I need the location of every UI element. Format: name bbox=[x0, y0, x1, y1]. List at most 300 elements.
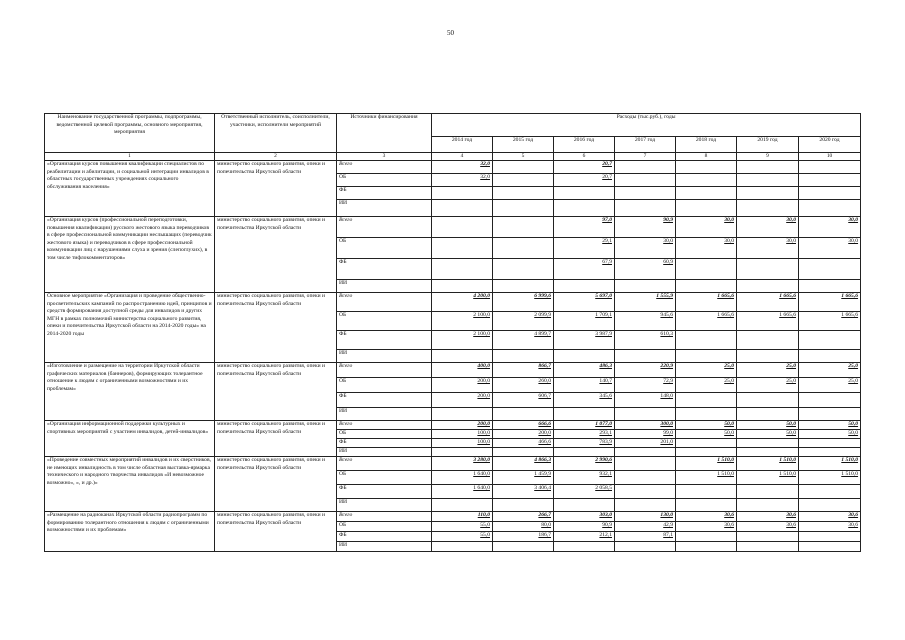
amount-value: 30,0 bbox=[724, 238, 734, 245]
amount-value: 20,7 bbox=[602, 161, 612, 168]
amount-cell bbox=[799, 499, 861, 512]
executor-cell: министерство социального развития, опеки и попечительства Иркутской области bbox=[215, 161, 337, 217]
table-row bbox=[45, 421, 861, 430]
amount-cell bbox=[554, 161, 615, 174]
header-year: 2020 год bbox=[799, 137, 861, 153]
amount-value: 606,7 bbox=[538, 393, 551, 400]
amount-cell bbox=[493, 217, 554, 238]
amount-cell bbox=[615, 522, 676, 532]
amount-cell bbox=[676, 350, 737, 363]
amount-cell bbox=[737, 217, 799, 238]
amount-value: 55,0 bbox=[480, 522, 490, 529]
amount-cell bbox=[799, 522, 861, 532]
amount-value: 50,0 bbox=[848, 421, 859, 428]
amount-cell bbox=[676, 331, 737, 350]
amount-cell bbox=[799, 393, 861, 408]
amount-value: 90,9 bbox=[602, 522, 612, 529]
amount-cell bbox=[432, 499, 493, 512]
amount-cell bbox=[799, 363, 861, 378]
amount-value: 1 510,0 bbox=[717, 457, 734, 464]
amount-cell bbox=[676, 408, 737, 421]
amount-value: 1 640,0 bbox=[473, 471, 490, 478]
amount-value: 1 555,9 bbox=[656, 293, 673, 300]
amount-value: 1 665,6 bbox=[717, 293, 734, 300]
amount-cell bbox=[676, 457, 737, 471]
amount-value: 30,6 bbox=[724, 522, 734, 529]
amount-cell bbox=[737, 532, 799, 542]
amount-cell bbox=[799, 430, 861, 439]
amount-cell bbox=[737, 350, 799, 363]
amount-cell bbox=[554, 217, 615, 238]
header-year: 2015 год bbox=[493, 137, 554, 153]
amount-value: 6 999,6 bbox=[534, 293, 551, 300]
program-name-cell: «Организация курсов повышения квалификации специалистов по реабилитации и абилитации, и социальной интеграции инвалидов в областных государственных учреждениях социального обслуживания населения» bbox=[45, 161, 215, 217]
amount-cell bbox=[737, 238, 799, 259]
amount-cell bbox=[615, 280, 676, 293]
funding-source-cell: ИИ bbox=[337, 448, 432, 457]
column-number: 2 bbox=[215, 153, 337, 161]
amount-cell bbox=[615, 293, 676, 312]
header-year: 2016 год bbox=[554, 137, 615, 153]
amount-value: 2 099,9 bbox=[534, 312, 551, 319]
amount-cell bbox=[432, 331, 493, 350]
amount-cell bbox=[799, 280, 861, 293]
amount-cell bbox=[615, 174, 676, 187]
amount-cell bbox=[799, 542, 861, 552]
amount-value: 30,0 bbox=[724, 217, 734, 224]
amount-cell bbox=[493, 512, 554, 522]
table-row bbox=[45, 457, 861, 471]
amount-cell bbox=[799, 200, 861, 217]
amount-value: 30,0 bbox=[848, 238, 859, 245]
amount-value: 50,0 bbox=[786, 421, 796, 428]
amount-cell bbox=[432, 532, 493, 542]
executor-cell: министерство социального развития, опеки и попечительства Иркутской области bbox=[215, 363, 337, 421]
amount-value: 186,7 bbox=[538, 532, 551, 539]
amount-value: 1 510,0 bbox=[779, 471, 796, 478]
amount-cell bbox=[737, 331, 799, 350]
amount-cell bbox=[493, 499, 554, 512]
amount-cell bbox=[676, 485, 737, 499]
amount-cell bbox=[737, 161, 799, 174]
amount-cell bbox=[493, 363, 554, 378]
funding-source-cell: ИИ bbox=[337, 200, 432, 217]
amount-cell bbox=[737, 363, 799, 378]
amount-cell bbox=[676, 393, 737, 408]
amount-cell bbox=[676, 259, 737, 280]
amount-value: 945,6 bbox=[660, 312, 673, 319]
amount-cell bbox=[493, 393, 554, 408]
amount-cell bbox=[737, 174, 799, 187]
amount-value: 266,7 bbox=[538, 512, 551, 519]
funding-source-cell: ОБ bbox=[337, 378, 432, 393]
amount-cell bbox=[554, 532, 615, 542]
amount-cell bbox=[554, 200, 615, 217]
amount-value: 90,9 bbox=[663, 217, 673, 224]
amount-value: 148,0 bbox=[660, 393, 673, 400]
amount-value: 200,0 bbox=[477, 393, 490, 400]
amount-cell bbox=[737, 457, 799, 471]
amount-cell bbox=[554, 421, 615, 430]
amount-cell bbox=[493, 471, 554, 485]
funding-source-cell: ФБ bbox=[337, 187, 432, 200]
amount-cell bbox=[799, 457, 861, 471]
amount-cell bbox=[493, 200, 554, 217]
amount-value: 1 665,6 bbox=[779, 312, 796, 319]
column-number: 3 bbox=[337, 153, 432, 161]
amount-cell bbox=[676, 421, 737, 430]
amount-value: 2 990,6 bbox=[595, 457, 612, 464]
amount-cell bbox=[615, 471, 676, 485]
funding-source-cell: ФБ bbox=[337, 532, 432, 542]
amount-cell bbox=[737, 312, 799, 331]
amount-cell bbox=[554, 499, 615, 512]
amount-cell bbox=[737, 200, 799, 217]
amount-cell bbox=[615, 512, 676, 522]
amount-cell bbox=[554, 471, 615, 485]
funding-source-cell: ОБ bbox=[337, 430, 432, 439]
funding-source-cell: Всего bbox=[337, 457, 432, 471]
amount-cell bbox=[554, 408, 615, 421]
amount-cell bbox=[799, 448, 861, 457]
amount-cell bbox=[432, 430, 493, 439]
amount-cell bbox=[432, 542, 493, 552]
funding-source-cell: ОБ bbox=[337, 471, 432, 485]
amount-cell bbox=[799, 174, 861, 187]
amount-cell bbox=[615, 331, 676, 350]
amount-cell bbox=[676, 363, 737, 378]
amount-value: 50,0 bbox=[724, 430, 734, 437]
amount-cell bbox=[432, 363, 493, 378]
amount-cell bbox=[799, 259, 861, 280]
amount-cell bbox=[432, 522, 493, 532]
header-program-name: Наименование государственной программы, подпрограммы, ведомственной целевой программы, основного мероприятия, мероприятия bbox=[45, 114, 215, 153]
amount-cell bbox=[799, 161, 861, 174]
column-number: 1 bbox=[45, 153, 215, 161]
amount-cell bbox=[799, 331, 861, 350]
amount-cell bbox=[432, 471, 493, 485]
amount-cell bbox=[676, 217, 737, 238]
amount-cell bbox=[493, 161, 554, 174]
header-year: 2017 год bbox=[615, 137, 676, 153]
amount-cell bbox=[615, 542, 676, 552]
executor-cell: министерство социального развития, опеки и попечительства Иркутской области bbox=[215, 512, 337, 552]
header-executor: Ответственный исполнитель, соисполнители, участники, исполнители мероприятий bbox=[215, 114, 337, 153]
table-row bbox=[45, 293, 861, 312]
amount-value: 1 709,1 bbox=[595, 312, 612, 319]
amount-cell bbox=[554, 542, 615, 552]
funding-source-cell: ИИ bbox=[337, 542, 432, 552]
funding-source-cell: ИИ bbox=[337, 280, 432, 293]
amount-value: 60,9 bbox=[663, 259, 673, 266]
amount-cell bbox=[799, 532, 861, 542]
funding-source-cell: ФБ bbox=[337, 393, 432, 408]
amount-cell bbox=[493, 312, 554, 331]
amount-value: 50,0 bbox=[724, 421, 734, 428]
amount-value: 3 406,4 bbox=[534, 485, 551, 492]
amount-value: 99,0 bbox=[663, 430, 673, 437]
amount-value: 67,9 bbox=[602, 259, 612, 266]
amount-value: 466,6 bbox=[538, 439, 551, 446]
amount-value: 100,0 bbox=[477, 430, 490, 437]
amount-cell bbox=[493, 542, 554, 552]
amount-value: 1 459,9 bbox=[534, 471, 551, 478]
amount-cell bbox=[615, 532, 676, 542]
amount-cell bbox=[737, 471, 799, 485]
funding-source-cell: Всего bbox=[337, 363, 432, 378]
amount-value: 303,0 bbox=[599, 512, 612, 519]
header-year: 2014 год bbox=[432, 137, 493, 153]
amount-value: 30,0 bbox=[786, 217, 796, 224]
amount-value: 260,0 bbox=[538, 378, 551, 385]
program-name-cell: «Организация информационной поддержки культурных и спортивных мероприятий с участием инвалидов, детей-инвалидов» bbox=[45, 421, 215, 457]
amount-cell bbox=[799, 293, 861, 312]
amount-cell bbox=[615, 217, 676, 238]
amount-cell bbox=[676, 471, 737, 485]
amount-value: 2 100,0 bbox=[473, 331, 490, 338]
amount-cell bbox=[737, 522, 799, 532]
amount-cell bbox=[799, 439, 861, 448]
amount-cell bbox=[676, 499, 737, 512]
amount-cell bbox=[615, 448, 676, 457]
amount-value: 4 899,7 bbox=[534, 331, 551, 338]
amount-value: 1 510,0 bbox=[841, 457, 859, 464]
amount-value: 25,0 bbox=[724, 378, 734, 385]
amount-value: 1 510,0 bbox=[717, 471, 734, 478]
amount-cell bbox=[737, 408, 799, 421]
program-name-cell: «Проведение совместных мероприятий инвалидов и их сверстников, не имеющих инвалидность в том числе областная выставка-ярмарка технического и народного творчества инвалидов «И невозможное возможно», «, и др.)» bbox=[45, 457, 215, 512]
amount-value: 201,0 bbox=[660, 439, 673, 446]
amount-cell bbox=[676, 161, 737, 174]
amount-value: 55,0 bbox=[480, 532, 490, 539]
amount-cell bbox=[493, 485, 554, 499]
amount-cell bbox=[554, 174, 615, 187]
amount-value: 87,1 bbox=[663, 532, 673, 539]
amount-value: 1 510,0 bbox=[779, 457, 796, 464]
amount-cell bbox=[615, 161, 676, 174]
header-expenses: Расходы (тыс.руб.), годы bbox=[432, 114, 861, 137]
amount-value: 5 697,0 bbox=[595, 293, 612, 300]
amount-cell bbox=[493, 408, 554, 421]
amount-cell bbox=[676, 280, 737, 293]
amount-cell bbox=[554, 331, 615, 350]
amount-cell bbox=[799, 238, 861, 259]
funding-source-cell: Всего bbox=[337, 217, 432, 238]
amount-value: 50,0 bbox=[848, 430, 859, 437]
amount-cell bbox=[799, 408, 861, 421]
amount-value: 4 866,3 bbox=[534, 457, 551, 464]
amount-cell bbox=[737, 187, 799, 200]
amount-cell bbox=[432, 238, 493, 259]
amount-cell bbox=[432, 293, 493, 312]
table-row bbox=[45, 217, 861, 238]
amount-cell bbox=[493, 522, 554, 532]
amount-value: 140,7 bbox=[599, 378, 612, 385]
amount-cell bbox=[432, 421, 493, 430]
amount-cell bbox=[432, 350, 493, 363]
amount-value: 932,1 bbox=[599, 471, 612, 478]
program-name-cell: «Размещение на радиоканах Иркутской области радиопрограмм по формированию толерантного отношения к людям с ограниченными возможностями и их проблемам» bbox=[45, 512, 215, 552]
amount-value: 97,0 bbox=[602, 217, 612, 224]
amount-cell bbox=[493, 430, 554, 439]
amount-value: 1 640,0 bbox=[473, 485, 490, 492]
amount-value: 866,7 bbox=[538, 363, 551, 370]
amount-cell bbox=[615, 259, 676, 280]
amount-value: 200,0 bbox=[477, 378, 490, 385]
amount-value: 666,6 bbox=[538, 421, 551, 428]
amount-cell bbox=[676, 312, 737, 331]
amount-cell bbox=[615, 238, 676, 259]
column-number: 5 bbox=[493, 153, 554, 161]
amount-value: 25,0 bbox=[724, 363, 734, 370]
amount-cell bbox=[737, 393, 799, 408]
funding-source-cell: ОБ bbox=[337, 238, 432, 259]
amount-value: 200,0 bbox=[538, 430, 551, 437]
amount-cell bbox=[432, 187, 493, 200]
amount-value: 20,7 bbox=[602, 174, 612, 181]
amount-value: 610,3 bbox=[660, 331, 673, 338]
amount-cell bbox=[432, 280, 493, 293]
amount-value: 220,9 bbox=[660, 363, 673, 370]
funding-source-cell: ИИ bbox=[337, 408, 432, 421]
amount-cell bbox=[554, 457, 615, 471]
amount-cell bbox=[799, 312, 861, 331]
amount-cell bbox=[799, 421, 861, 430]
amount-cell bbox=[554, 485, 615, 499]
amount-value: 400,0 bbox=[477, 363, 490, 370]
amount-cell bbox=[615, 439, 676, 448]
amount-cell bbox=[554, 378, 615, 393]
amount-value: 130,0 bbox=[660, 512, 673, 519]
amount-cell bbox=[737, 421, 799, 430]
amount-cell bbox=[554, 293, 615, 312]
column-number: 10 bbox=[799, 153, 861, 161]
amount-cell bbox=[432, 408, 493, 421]
amount-cell bbox=[554, 448, 615, 457]
program-name-cell: «Изготовление и размещение на территории Иркутской области графических материалов (баннеров), формирующих толерантное отношение к людям с ограниченными возможностями и их проблемам» bbox=[45, 363, 215, 421]
header-year: 2019 год bbox=[737, 137, 799, 153]
amount-cell bbox=[799, 350, 861, 363]
amount-cell bbox=[737, 542, 799, 552]
amount-value: 1 665,6 bbox=[841, 293, 859, 300]
amount-cell bbox=[493, 439, 554, 448]
funding-source-cell: ФБ bbox=[337, 439, 432, 448]
amount-cell bbox=[432, 378, 493, 393]
column-number: 9 bbox=[737, 153, 799, 161]
amount-value: 1 510,0 bbox=[841, 471, 859, 478]
amount-value: 30,6 bbox=[848, 522, 859, 529]
amount-value: 212,1 bbox=[599, 532, 612, 539]
amount-cell bbox=[432, 448, 493, 457]
amount-value: 30,0 bbox=[663, 238, 673, 245]
amount-cell bbox=[676, 187, 737, 200]
amount-cell bbox=[493, 259, 554, 280]
amount-cell bbox=[554, 187, 615, 200]
amount-cell bbox=[737, 499, 799, 512]
amount-cell bbox=[554, 238, 615, 259]
amount-cell bbox=[493, 331, 554, 350]
amount-value: 2 100,0 bbox=[473, 312, 490, 319]
amount-cell bbox=[737, 512, 799, 522]
amount-cell bbox=[493, 457, 554, 471]
executor-cell: министерство социального развития, опеки и попечительства Иркутской области bbox=[215, 457, 337, 512]
table-row bbox=[45, 512, 861, 522]
amount-cell bbox=[493, 238, 554, 259]
amount-cell bbox=[615, 499, 676, 512]
amount-value: 80,0 bbox=[541, 522, 551, 529]
amount-cell bbox=[554, 280, 615, 293]
amount-cell bbox=[615, 485, 676, 499]
amount-cell bbox=[493, 280, 554, 293]
amount-value: 72,9 bbox=[663, 378, 673, 385]
amount-cell bbox=[493, 448, 554, 457]
amount-cell bbox=[676, 430, 737, 439]
amount-cell bbox=[676, 293, 737, 312]
amount-cell bbox=[615, 378, 676, 393]
funding-source-cell: ФБ bbox=[337, 259, 432, 280]
amount-cell bbox=[615, 421, 676, 430]
funding-source-cell: Всего bbox=[337, 512, 432, 522]
program-name-cell: Основное мероприятие «Организация и проведение общественно-просветительских кампаний по распространению идей, принципов и средств формирования доступной среды для инвалидов и других МГН в рамках полномочий министерства социального развития, опеки и попечительства Иркутской области на 2014-2020 годы» на 2014-2020 годы bbox=[45, 293, 215, 363]
amount-value: 25,0 bbox=[848, 378, 859, 385]
amount-cell bbox=[676, 439, 737, 448]
amount-value: 300,0 bbox=[660, 421, 673, 428]
amount-cell bbox=[554, 430, 615, 439]
amount-cell bbox=[554, 259, 615, 280]
amount-cell bbox=[615, 312, 676, 331]
funding-source-cell: ИИ bbox=[337, 499, 432, 512]
amount-value: 30,6 bbox=[786, 512, 796, 519]
amount-cell bbox=[676, 532, 737, 542]
amount-cell bbox=[676, 522, 737, 532]
amount-cell bbox=[554, 512, 615, 522]
amount-cell bbox=[676, 448, 737, 457]
amount-cell bbox=[615, 457, 676, 471]
amount-cell bbox=[799, 485, 861, 499]
amount-value: 25,0 bbox=[786, 363, 796, 370]
amount-cell bbox=[432, 457, 493, 471]
amount-value: 345,6 bbox=[599, 393, 612, 400]
amount-cell bbox=[615, 430, 676, 439]
funding-source-cell: ОБ bbox=[337, 312, 432, 331]
amount-cell bbox=[615, 350, 676, 363]
amount-cell bbox=[615, 187, 676, 200]
amount-value: 3 987,9 bbox=[595, 331, 612, 338]
amount-cell bbox=[799, 512, 861, 522]
executor-cell: министерство социального развития, опеки и попечительства Иркутской области bbox=[215, 217, 337, 293]
amount-value: 25,0 bbox=[786, 378, 796, 385]
amount-cell bbox=[554, 393, 615, 408]
amount-value: 783,9 bbox=[599, 439, 612, 446]
amount-value: 100,0 bbox=[477, 439, 490, 446]
page-number: 50 bbox=[447, 29, 454, 37]
amount-value: 29,1 bbox=[602, 238, 612, 245]
funding-source-cell: ИИ bbox=[337, 350, 432, 363]
column-number: 4 bbox=[432, 153, 493, 161]
funding-source-cell: ОБ bbox=[337, 522, 432, 532]
amount-cell bbox=[554, 363, 615, 378]
table-row bbox=[45, 363, 861, 378]
amount-cell bbox=[615, 408, 676, 421]
funding-source-cell: ОБ bbox=[337, 174, 432, 187]
amount-cell bbox=[554, 439, 615, 448]
amount-cell bbox=[554, 350, 615, 363]
amount-cell bbox=[493, 187, 554, 200]
amount-cell bbox=[737, 280, 799, 293]
amount-cell bbox=[432, 393, 493, 408]
amount-cell bbox=[737, 485, 799, 499]
amount-value: 42,9 bbox=[663, 522, 673, 529]
